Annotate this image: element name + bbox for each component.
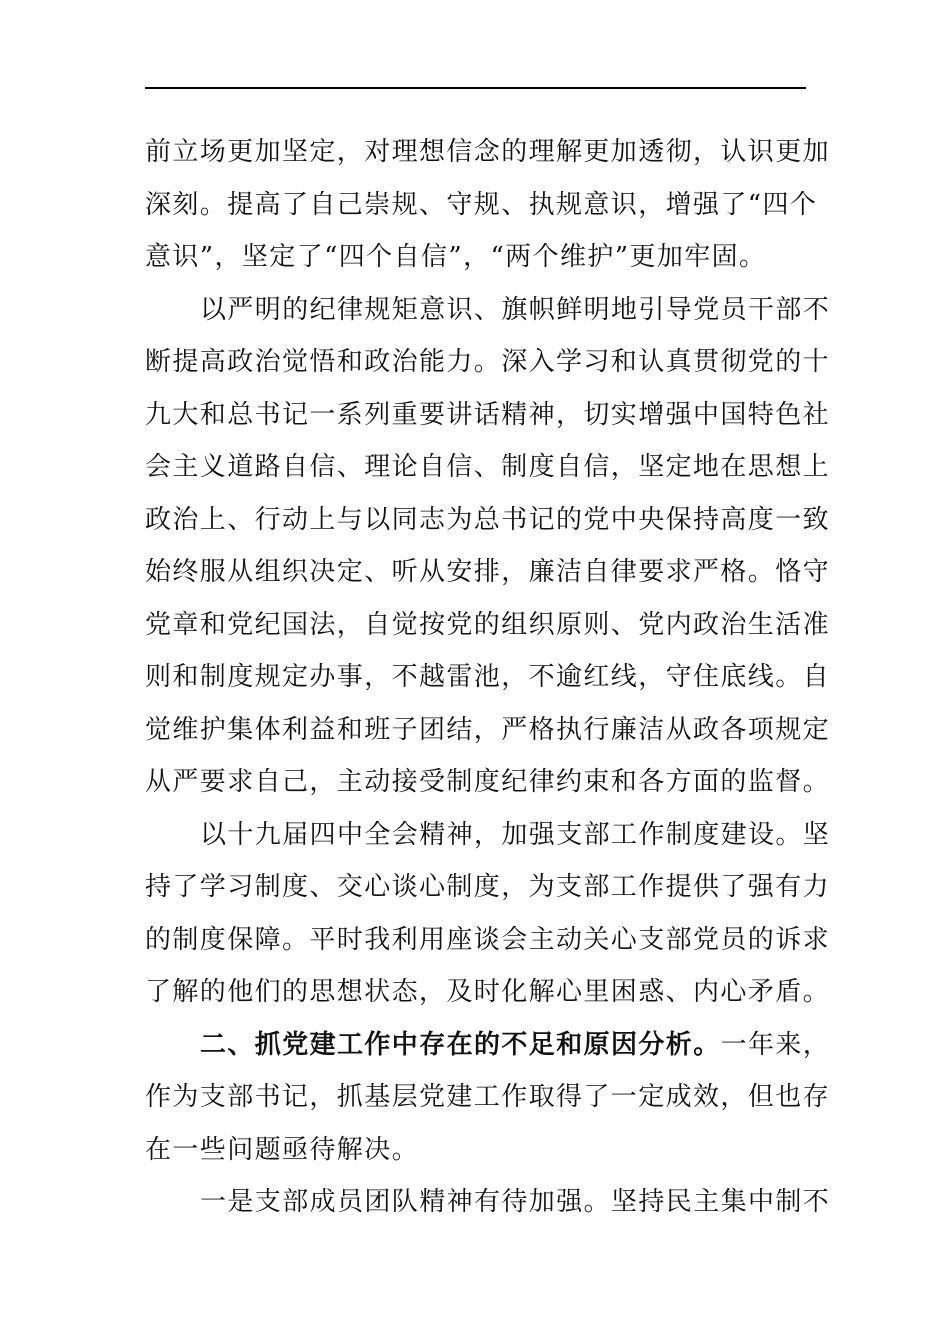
text-line: 作为支部书记，抓基层党建工作取得了一定成效，但也存 [145, 1082, 831, 1112]
text-line: 从严要求自己，主动接受制度纪律约束和各方面的监督。 [145, 767, 831, 797]
text-line: 了解的他们的思想状态，及时化解心里困惑、内心矛盾。 [145, 977, 831, 1007]
text-line: 前立场更加坚定，对理想信念的理解更加透彻，认识更加 [145, 137, 831, 167]
header-rule [145, 87, 806, 89]
section-heading: 二、抓党建工作中存在的不足和原因分析。 [200, 1029, 721, 1060]
text-line: 一是支部成员团队精神有待加强。坚持民主集中制不 [200, 1187, 831, 1217]
text-run: 一年来， [720, 1029, 831, 1060]
text-line: 则和制度规定办事，不越雷池，不逾红线，守住底线。自 [145, 662, 831, 692]
text-line: 以十九届四中全会精神，加强支部工作制度建设。坚 [200, 819, 831, 850]
text-line: 的制度保障。平时我利用座谈会主动关心支部党员的诉求 [145, 924, 831, 955]
text-line: 始终服从组织决定、听从安排，廉洁自律要求严格。恪守 [145, 557, 831, 587]
text-line: 九大和总书记一系列重要讲话精神，切实增强中国特色社 [145, 399, 831, 430]
text-line: 觉维护集体利益和班子团结，严格执行廉洁从政各项规定 [145, 714, 831, 745]
text-line: 党章和党纪国法，自觉按党的组织原则、党内政治生活准 [145, 609, 831, 640]
text-line: 持了学习制度、交心谈心制度，为支部工作提供了强有力 [145, 872, 831, 902]
text-line: 断提高政治觉悟和政治能力。深入学习和认真贯彻党的十 [145, 347, 831, 377]
text-line: 在一些问题亟待解决。 [145, 1134, 420, 1165]
text-line: 深刻。提高了自己崇规、守规、执规意识，增强了“四个 [145, 189, 818, 220]
text-line: 会主义道路自信、理论自信、制度自信，坚定地在思想上 [145, 452, 831, 482]
text-line: 意识”，坚定了“四个自信”，“两个维护”更加牢固。 [145, 242, 767, 272]
section-heading-line [145, 1019, 831, 1072]
document-body [145, 126, 831, 1229]
text-line: 以严明的纪律规矩意识、旗帜鲜明地引导党员干部不 [200, 294, 831, 325]
text-line: 政治上、行动上与以同志为总书记的党中央保持高度一致 [145, 504, 831, 535]
